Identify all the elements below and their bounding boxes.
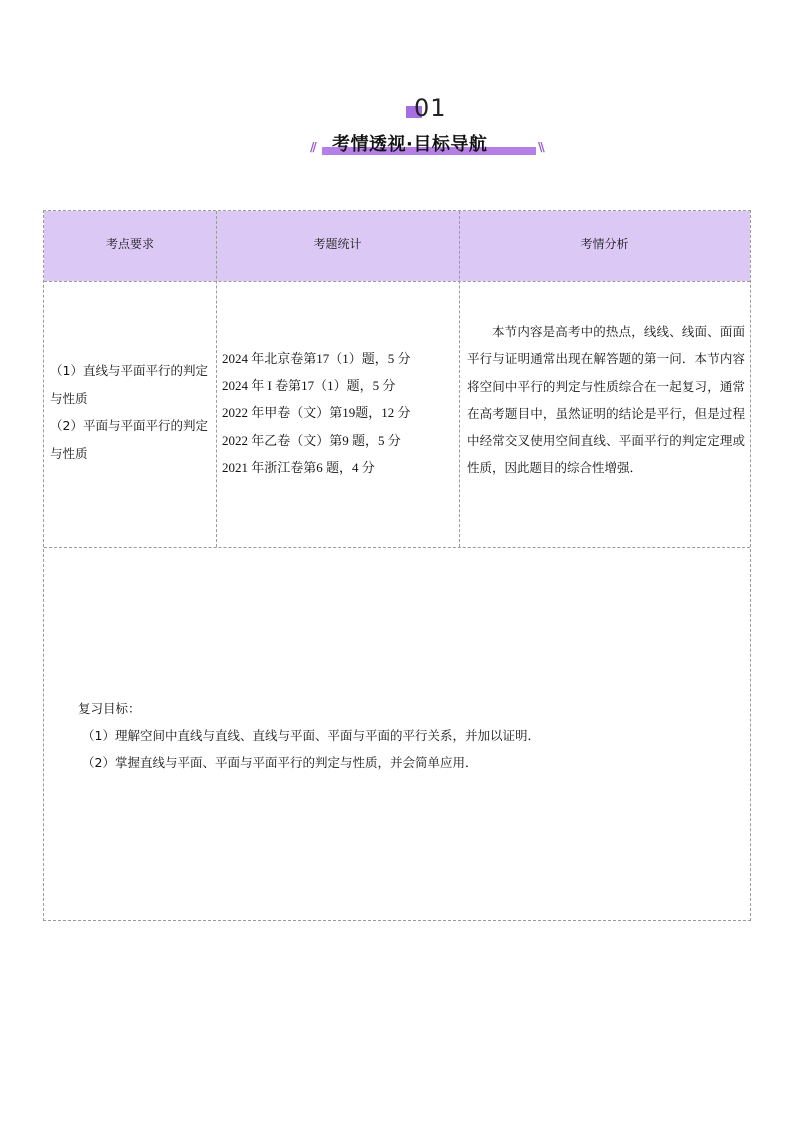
review-goal-item: （2）掌握直线与平面、平面与平面平行的判定与性质，并会简单应用． (82, 755, 478, 770)
review-goals-list (82, 722, 540, 776)
header-cell-statistics (216, 211, 459, 281)
statistics-cell (216, 281, 459, 547)
requirements-cell (44, 281, 216, 547)
statistics-item: 2022 年乙卷（文）第9 题，5 分 (222, 432, 401, 448)
statistics-item: 2024 年北京卷第17（1）题，5 分 (222, 351, 411, 366)
review-goal-item: （1）理解空间中直线与直线、直线与平面、平面与平面的平行关系，并加以证明． (82, 728, 540, 743)
row-divider (44, 547, 750, 548)
header-cell-analysis (459, 211, 750, 281)
requirements-list (50, 357, 215, 467)
header-cell-requirements (44, 211, 216, 281)
section-title-banner (310, 128, 550, 160)
statistics-item: 2022 年甲卷（文）第19题，12 分 (222, 405, 411, 421)
review-goals (78, 695, 540, 776)
analysis-paragraph: 本节内容是高考中的热点，线线、线面、面面平行与证明通常出现在解答题的第一问．本节内容将空间中平行的判定与性质综合在一起复习，通常在高考题目中，虽然证明的结论是平行，但是过程中经常交叉使用空间直线、平面平行的判定定理或性质，因此题目的综合性增强． (467, 324, 745, 476)
section-title: 考情透视·目标导航 (332, 134, 488, 155)
requirement-item: （2）平面与平面平行的判定与性质 (50, 418, 208, 461)
left-slash-decoration: // (310, 140, 315, 154)
review-goals-title: 复习目标： (78, 701, 141, 716)
section-number-badge (400, 94, 460, 126)
header-label-statistics: 考题统计 (313, 237, 362, 251)
right-slash-decoration: \\ (538, 140, 543, 154)
header-label-requirements: 考点要求 (105, 237, 154, 251)
requirement-item: （1）直线与平面平行的判定与性质 (50, 363, 208, 406)
analysis-cell (459, 281, 750, 547)
statistics-list (222, 345, 411, 481)
statistics-item: 2021 年浙江卷第6 题，4 分 (222, 459, 375, 475)
statistics-item: 2024 年 I 卷第17（1）题，5 分 (222, 378, 396, 394)
exam-analysis-table (43, 210, 751, 921)
section-number: 01 (414, 94, 447, 122)
header-label-analysis: 考情分析 (580, 237, 629, 251)
